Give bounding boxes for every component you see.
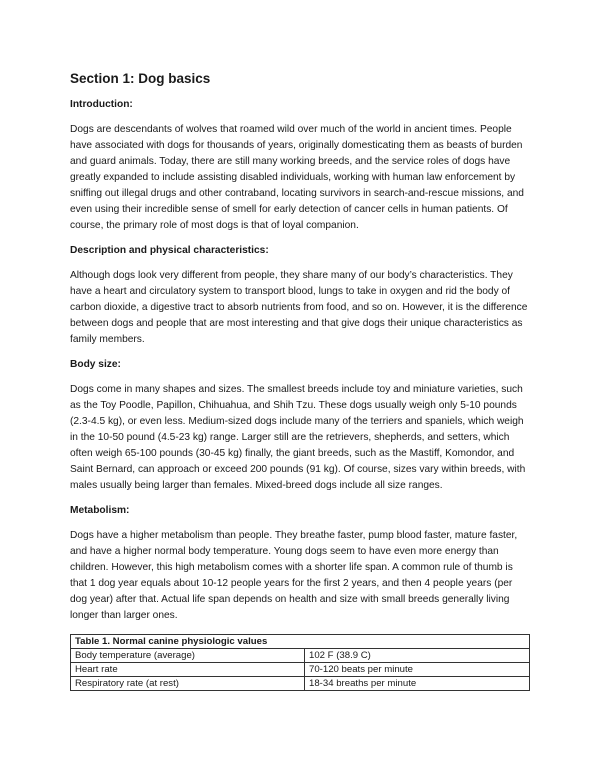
description-heading: Description and physical characteristics: [70, 245, 269, 256]
table-cell-value: 102 F (38.9 C) [305, 649, 530, 663]
physiologic-values-table [70, 634, 530, 691]
metabolism-heading: Metabolism: [70, 505, 130, 516]
table-title: Table 1. Normal canine physiologic values [71, 635, 530, 649]
table-cell-label: Body temperature (average) [71, 649, 305, 663]
description-paragraph: Although dogs look very different from people, they share many of our body’s characteristics. They have a heart and circulatory system to transport blood, lungs to take in oxygen and rid the body of carbon dioxide, a digestive tract to absorb nutrients from food, and so on. However, it is the difference between dogs and people that are most interesting and that give dogs their unique characteristics as family members. [70, 270, 528, 345]
table-row [71, 663, 530, 677]
table-cell-label: Heart rate [71, 663, 305, 677]
metabolism-paragraph: Dogs have a higher metabolism than people. They breathe faster, pump blood faster, mature faster, and have a higher normal body temperature. Young dogs seem to have even more energy than children. However, this high metabolism comes with a shorter life span. A common rule of thumb is that 1 dog year equals about 10-12 people years for the first 2 years, and then 4 people years (per dog year) after that. Actual life span depends on health and size with small breeds generally living longer than larger ones. [70, 530, 518, 621]
table-row [71, 649, 530, 663]
body-size-paragraph: Dogs come in many shapes and sizes. The smallest breeds include toy and miniature varieties, such as the Toy Poodle, Papillon, Chihuahua, and Shih Tzu. These dogs usually weigh only 5-10 pounds (2.3-4.5 kg), or even less. Medium-sized dogs include many of the terriers and spaniels, which weigh in the 10-50 pound (4.5-23 kg) range. Larger still are the retrievers, shepherds, and setters, which often weigh 65-100 pounds (30-45 kg) finally, the giant breeds, such as the Mastiff, Komondor, and Saint Bernard, can approach or exceed 200 pounds (91 kg). Of course, sizes vary within breeds, with males usually being larger than females. Mixed-breed dogs include all size ranges. [70, 384, 526, 491]
intro-paragraph: Dogs are descendants of wolves that roamed wild over much of the world in ancient times. People have associated with dogs for thousands of years, originally domesticating them as beasts of burden and guard animals. Today, there are still many working breeds, and the service roles of dogs have greatly expanded to include assisting disabled individuals, working with human law enforcement by sniffing out illegal drugs and other contraband, locating survivors in search-and-rescue missions, and even using their incredible sense of smell for early detection of cancer cells in human patients. Of course, the primary role of most dogs is that of loyal companion. [70, 124, 524, 231]
table-cell-label: Respiratory rate (at rest) [71, 677, 305, 691]
table-row [71, 677, 530, 691]
table-cell-value: 18-34 breaths per minute [305, 677, 530, 691]
section-title: Section 1: Dog basics [70, 71, 211, 86]
body-size-heading: Body size: [70, 359, 121, 370]
table-cell-value: 70-120 beats per minute [305, 663, 530, 677]
intro-heading: Introduction: [70, 99, 133, 110]
